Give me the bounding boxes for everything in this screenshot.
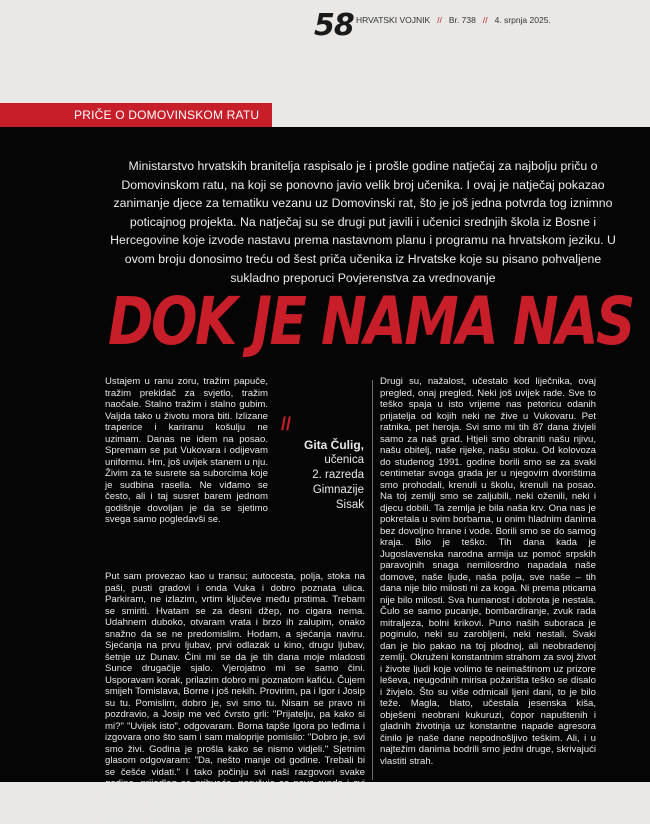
body-column-right xyxy=(380,376,596,767)
page-number: 58 xyxy=(314,8,354,43)
column-divider xyxy=(372,380,373,780)
header-separator: // xyxy=(482,15,488,25)
article-lead: Ministarstvo hrvatskih branitelja raspisalo je i prošle godine natječaj za najbolju priču o Domovinskom ratu, na koji se ponovno javio velik broj učenika. I ovaj je natječaj pokazao zanimanje djece za tematiku vezanu uz Domovinski rat, što je još jedna potvrda tog iznimno poticajnog projekta. Na natječaj su se drugi put javili i učenici srednjih škola iz Bosne i Hercegovine koje izvode nastavu prema nastavnom planu i programu na hrvatskom jeziku. U ovom broju donosimo treću od šest priča učenika iz Hrvatske koje su pisano pohvaljene sukladno preporuci Povjerenstva za vrednovanje xyxy=(110,159,616,285)
author-name: Gita Čulig, xyxy=(304,438,364,452)
magazine-name: HRVATSKI VOJNIK xyxy=(356,15,431,25)
author-role: Gimnazije xyxy=(312,484,364,496)
author-mark: // xyxy=(281,414,292,434)
page-header xyxy=(0,0,650,45)
body-column-left xyxy=(105,376,268,526)
body-paragraph: Ustajem u ranu zoru, tražim papuče, tražim prekidač za svjetlo, tražim naočale. Stalno tražim i stalno gubim. Valjda tako u životu mora biti. Izlizane traperice i kariranu košulju ne uzimam. Danas ne idem na posao. Spremam se put Vukovara i odijevam uniformu. Hm, još uvijek stanem u nju. Živim za te susrete sa suborcima koje je sudbina rasella. Ne viđamo se često, ali i taj susret barem jednom godišnje dovoljan je da se sjetimo svega samo pogledavši se. xyxy=(105,376,268,525)
author-role: 2. razreda xyxy=(312,469,364,481)
author-role: učenica xyxy=(324,454,364,466)
article-headline: DOK JE NAMA NAS xyxy=(108,283,634,360)
header-separator: // xyxy=(437,15,442,25)
body-paragraph: Drugi su, nažalost, učestalo kod liječnika, ovaj pregled, onaj pregled. Neki još uvijek rade. Sve to teško spaja u isto vrijeme nas petoricu odanih prijatelja od kojih neki ne žive u Vukovaru. Pet ratnika, pet heroja. Svi smo mi tih 87 dana živjeli samo za naš grad. Htjeli smo obraniti našu njivu, našu obitelj, naše rijeke, našu stoku. Od kolovoza do studenog 1991. godine borili smo se za svaki centimetar svoga grada jer u njegovim dvorištima smo prohodali, krenuli u školu, krenuli na posao. Na toj zemlji smo se zaljubili, neki oženili, neki i djecu dobili. Ta zemlja je bila naša krv. Ona nas je pokretala u svim borbama, u onim hladnim danima bez dovoljno hrane i vode. Borili smo se do samog kraja. Bilo je teško. Tih dana kada je Jugoslavenska narodna armija uz pomoć srpskih paravojnih snaga nemilosrdno napadala naše domove, naše ljude, naša polja, sve naše – tih dana nije bilo milosti ni za koga. Ni prema pticama nije bilo milosti. Sva humanost i dobrota je nestala. Čulo se samo pucanje, bombardiranje, zvuk rada mitraljeza, bolni krikovi. Puno naših suboraca je poginulo, neki su zarobljeni, neki nestali. Svaki dan je bio pakao na toj plodnoj, ali neobradenoj zemlji. Okruženi konstantnim strahom za svoj život i živote ljudi koje volimo te neimaštinom uz prizore leševa, neugodnih mirisa požarišta teško se disalo i živjelo. Što su više odmicali ljeni dani, to je bilo teže. Magla, blato, učestala jesenska kiša, obješeni neobrani kukuruzi, čopor napuštenih i gladnih životinja uz konstantne napade agresora činilo je naše dane nepodnošljivo teškim. Ali, i u najtežim danima bodrili smo jedni druge, skrivajući vlastiti strah. xyxy=(380,376,596,767)
section-label: PRIČE O DOMOVINSKOM RATU xyxy=(74,108,260,122)
header-meta xyxy=(356,15,551,25)
section-tab xyxy=(0,103,272,127)
issue-date: 4. srpnja 2025. xyxy=(494,15,551,25)
author-role: Sisak xyxy=(335,499,364,511)
body-paragraph: Put sam provezao kao u transu; autocesta, polja, stoka na paši, pusti gradovi i onda Vuka i dobro poznata ulica. Parkiram, ne izlazim, vrtim ključeve među prstima. Trebam se smiriti. Hvatam se za desni džep, no cigara nema. Udahnem duboko, otvaram vrata i brzo ih zalupim, onako snažno da se ne predomislim. Hodam, a sjećanja naviru. Sjećanja na prvu ljubav, prvi odlazak u kino, drugu ljubav, šetnje uz Dunav. Čini mi se da je tih dana moje mladosti Sunce drugačije sjalo. Vjerojatno mi se samo čini. Usporavam korak, prilazim dobro mi poznatom kafiću. Čujem smijeh Tomislava, Borne i još nekih. Provirim, pa i Igor i Josip su tu. Pomislim, dobro je, svi smo tu. Nisam se pravo ni pozdravio, a Josip me već čvrsto grli: "Prijatelju, pa kako si mi?" "Uvijek isto", odgovaram. Borna tapše Igora po leđima i izgovara ono što sam i sam maloprije pomislio: "Dobro je, svi smo živi. Godina je prošla kako se nismo vidjeli." Sjetnim glasom odgovaram: "Da, nešto manje od godine. Trebali bi se češće vidati." I tako počinju svi naši razgovori svake godine, prijedlog se prihvaća, naručuje se nova runda i svi gledamo u dno čaše svjesni da tako neće biti. Život ide po svom i razvlači nas u svim smjerovima. Neki su sretnici već djedovi, imaju unuke i čuvaju ih. xyxy=(105,571,365,824)
issue-number: Br. 738 xyxy=(448,15,476,25)
author-byline xyxy=(274,438,364,513)
body-column-left-full xyxy=(105,571,365,824)
